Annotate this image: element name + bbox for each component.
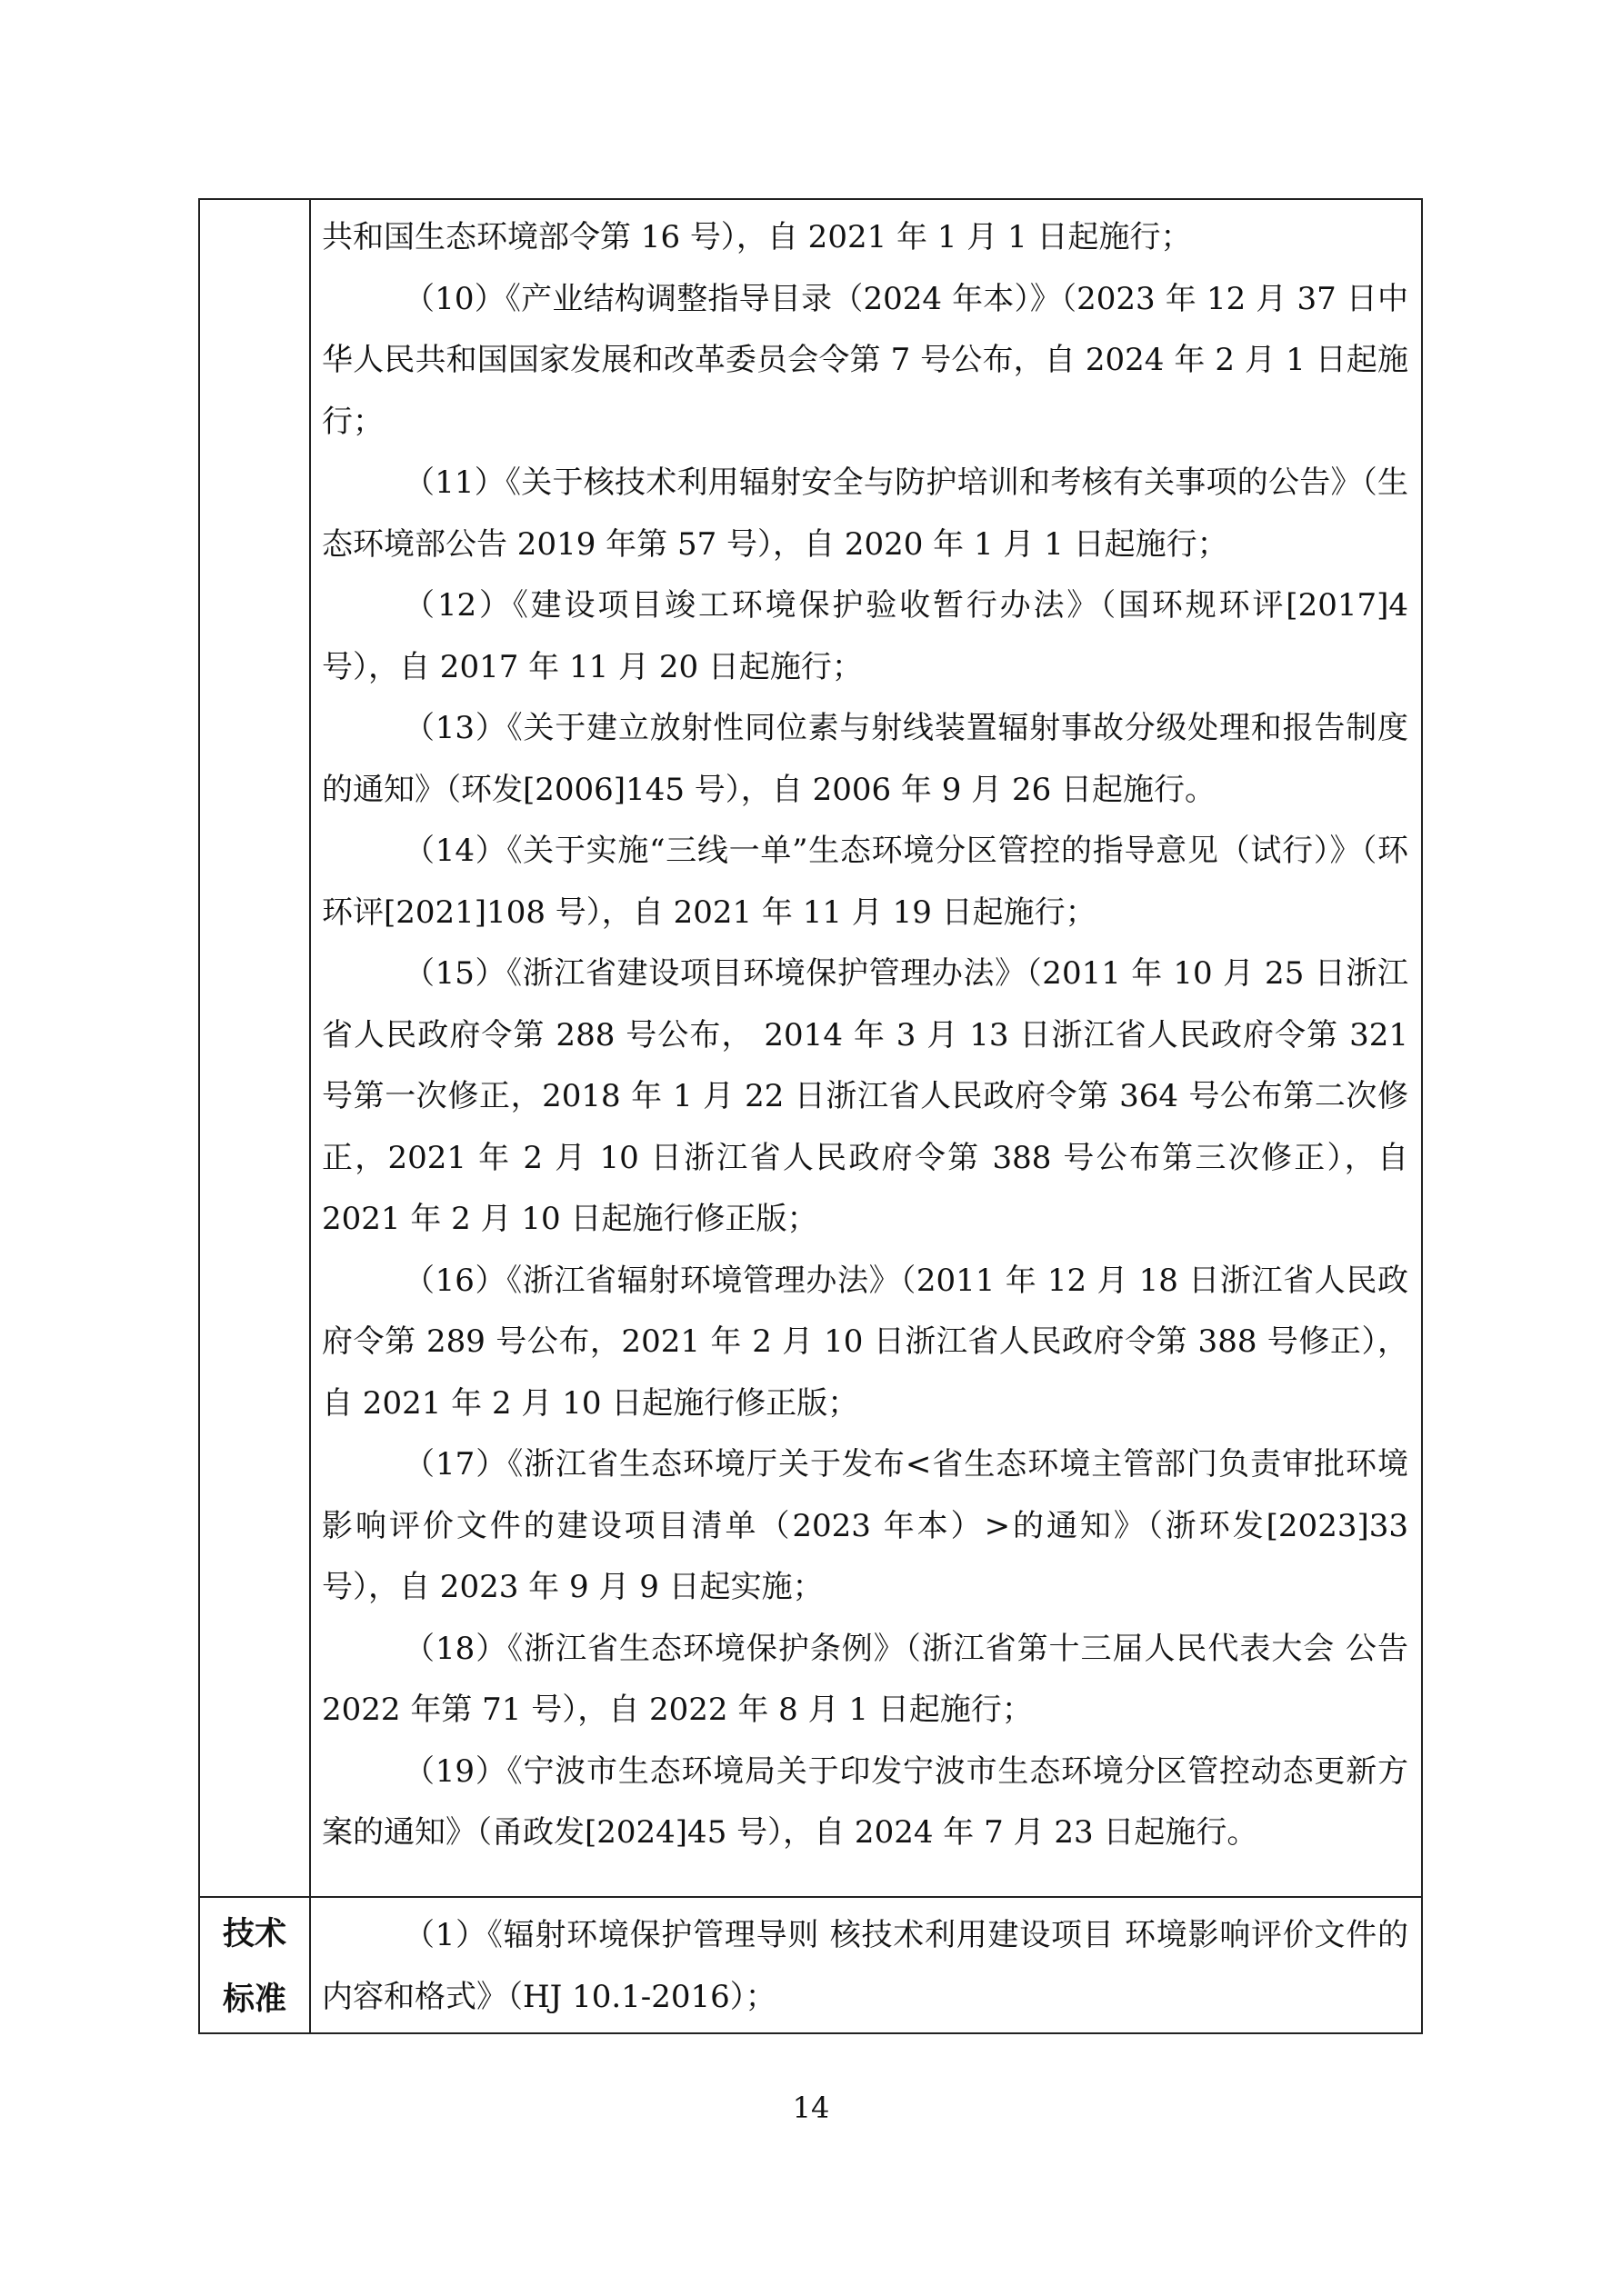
technical-standards-label-line2: 标准 [222,1982,286,2018]
technical-standards-row [199,1897,1422,2033]
technical-standards-label-line1: 技术 [222,1916,286,1952]
regulation-item: （14）《关于实施“三线一单”生态环境分区管控的指导意见（试行）》（环环评[2021]108 号），自 2021 年 11 月 19 日起施行； [322,833,1408,931]
regulation-item: （13）《关于建立放射性同位素与射线装置辐射事故分级处理和报告制度的通知》（环发[2006]145 号），自 2006 年 9 月 26 日起施行。 [322,710,1408,808]
regulation-item: （11）《关于核技术利用辐射安全与防护培训和考核有关事项的公告》（生态环境部公告 2019 年第 57 号），自 2020 年 1 月 1 日起施行； [322,464,1408,563]
regulations-content-cell [310,199,1422,1897]
regulations-label-cell [199,199,310,1897]
regulations-row [199,199,1422,1897]
regulation-item: （12）《建设项目竣工环境保护验收暂行办法》（国环规环评[2017]4 号），自 2017 年 11 月 20 日起施行； [322,587,1408,685]
regulation-item: （15）《浙江省建设项目环境保护管理办法》（2011 年 10 月 25 日浙江省人民政府令第 288 号公布， 2014 年 3 月 13 日浙江省人民政府令第 321 号第一次修正，2018 年 1 月 22 日浙江省人民政府令第 364 号公布第二次修正，2021 年 2 月 10 日浙江省人民政府令第 388 号公布第三次修正），自 2021 年 2 月 10 日起施行修正版； [322,955,1408,1237]
regulation-item: （19）《宁波市生态环境局关于印发宁波市生态环境分区管控动态更新方案的通知》（甬政发[2024]45 号），自 2024 年 7 月 23 日起施行。 [322,1752,1408,1851]
document-table [198,198,1423,2034]
technical-standards-label-cell [199,1897,310,2033]
standard-item: （1）《辐射环境保护管理导则 核技术利用建设项目 环境影响评价文件的内容和格式》（HJ 10.1-2016）； [322,1917,1408,2015]
regulation-item: （16）《浙江省辐射环境管理办法》（2011 年 12 月 18 日浙江省人民政府令第 289 号公布，2021 年 2 月 10 日浙江省人民政府令第 388 号修正），自 2021 年 2 月 10 日起施行修正版； [322,1262,1408,1422]
regulation-item: （17）《浙江省生态环境厅关于发布<省生态环境主管部门负责审批环境影响评价文件的建设项目清单（2023 年本）>的通知》（浙环发[2023]33 号），自 2023 年 9 月 9 日起实施； [322,1446,1408,1605]
regulation-item: 共和国生态环境部令第 16 号），自 2021 年 1 月 1 日起施行； [322,219,1192,255]
regulation-item: （18）《浙江省生态环境保护条例》（浙江省第十三届人民代表大会 公告 2022 年第 71 号），自 2022 年 8 月 1 日起施行； [322,1630,1408,1728]
technical-standards-content-cell [310,1897,1422,2033]
regulation-item: （10）《产业结构调整指导目录（2024 年本）》（2023 年 12 月 37 日中华人民共和国国家发展和改革委员会令第 7 号公布，自 2024 年 2 月 1 日起施行； [322,280,1408,440]
page-number: 14 [792,2091,830,2125]
